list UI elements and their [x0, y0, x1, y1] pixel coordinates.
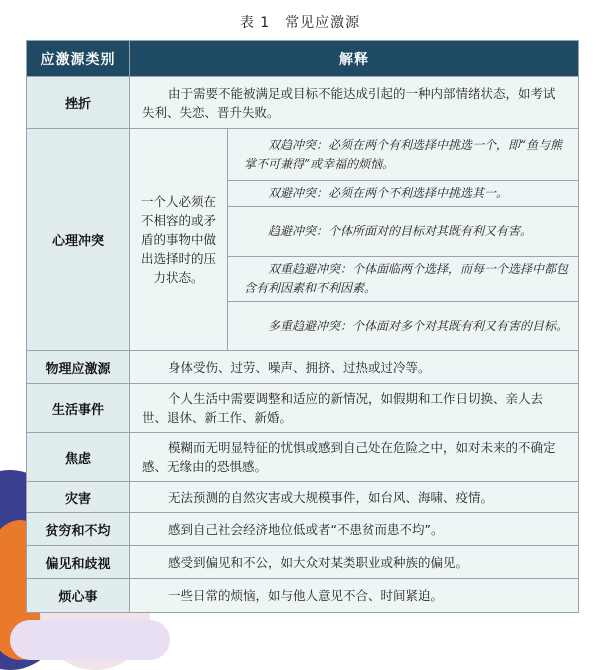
row-description: 感到自己社会经济地位低或者“不患贫而患不均”。: [130, 513, 579, 546]
row-description: 身体受伤、过劳、噪声、拥挤、过热或过冷等。: [130, 351, 579, 384]
conflict-type: 双避冲突：必须在两个不利选择中挑选其一。: [228, 181, 579, 207]
row-category: 烦心事: [27, 579, 130, 613]
table-row: [27, 384, 579, 433]
row-description: 模糊而无明显特征的忧惧或感到自己处在危险之中，如对未来的不确定感、无缘由的恐惧感。: [130, 433, 579, 482]
decorative-blob: [10, 620, 170, 660]
row-description: 感受到偏见和不公，如大众对某类职业或种族的偏见。: [130, 546, 579, 579]
header-category: 应激源类别: [27, 41, 130, 77]
row-description: 一些日常的烦恼，如与他人意见不合、时间紧迫。: [130, 579, 579, 613]
conflict-type: 双趋冲突：必须在两个有利选择中挑选一个，即“鱼与熊掌不可兼得”或幸福的烦恼。: [228, 129, 579, 181]
table-row: [27, 513, 579, 546]
row-category: 偏见和歧视: [27, 546, 130, 579]
table-row: [27, 433, 579, 482]
row-category: 焦虑: [27, 433, 130, 482]
table-title: 表 1 常见应激源: [239, 15, 361, 31]
table-row: [27, 546, 579, 579]
row-category: 挫折: [27, 77, 130, 129]
conflict-definition: 一个人必须在不相容的或矛盾的事物中做出选择时的压力状态。: [130, 129, 228, 351]
stressor-table: [26, 40, 579, 613]
row-description: 无法预测的自然灾害或大规模事件，如台风、海啸、疫情。: [130, 482, 579, 513]
conflict-type: 多重趋避冲突：个体面对多个对其既有利又有害的目标。: [228, 302, 579, 351]
table-row: [27, 579, 579, 613]
table-row: [27, 351, 579, 384]
row-description: 个人生活中需要调整和适应的新情况，如假期和工作日切换、亲人去世、退休、新工作、新婚。: [130, 384, 579, 433]
row-category: 灾害: [27, 482, 130, 513]
conflict-type: 双重趋避冲突：个体面临两个选择，而每一个选择中都包含有利因素和不利因素。: [228, 257, 579, 302]
table-row: [27, 77, 579, 129]
header-explanation: 解释: [130, 41, 579, 77]
table-header-row: [27, 41, 579, 77]
row-category: 物理应激源: [27, 351, 130, 384]
row-description: 由于需要不能被满足或目标不能达成引起的一种内部情绪状态，如考试失利、失恋、晋升失败。: [130, 77, 579, 129]
table-row: [27, 482, 579, 513]
row-category: 心理冲突: [27, 129, 130, 351]
table-row: [27, 129, 579, 181]
conflict-type: 趋避冲突：个体所面对的目标对其既有利又有害。: [228, 207, 579, 257]
row-category: 生活事件: [27, 384, 130, 433]
row-category: 贫穷和不均: [27, 513, 130, 546]
